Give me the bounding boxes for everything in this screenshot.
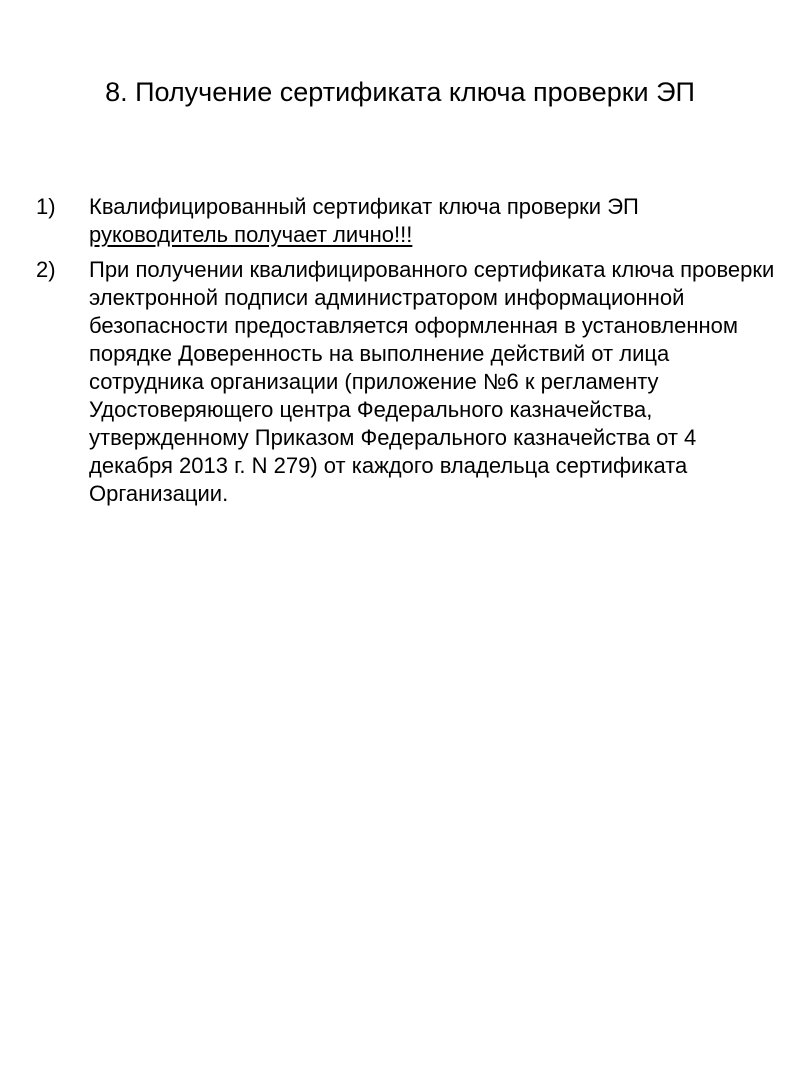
numbered-list (36, 193, 776, 515)
list-item-text: При получении квалифицированного сертификата ключа проверки электронной подписи администратором информационной безопасности предоставляется оформленная в установленном порядке Доверенность на выполнение действий от лица сотрудника организации (приложение №6 к регламенту Удостоверяющего центра Федерального казначейства, утвержденному Приказом Федерального казначейства от 4 декабря 2013 г. N 279) от каждого владельца сертификата Организации. (89, 257, 775, 506)
list-item-number: 2) (36, 257, 56, 282)
underlined-emphasis: руководитель получает лично!!! (89, 222, 413, 247)
list-item-text (89, 193, 776, 249)
list-item-text-plain: Квалифицированный сертификат ключа проверки ЭП (89, 194, 639, 219)
list-item-number: 1) (36, 194, 56, 219)
slide-title: 8. Получение сертификата ключа проверки ЭП (105, 77, 695, 107)
list-item (36, 256, 776, 508)
list-item (36, 193, 776, 249)
